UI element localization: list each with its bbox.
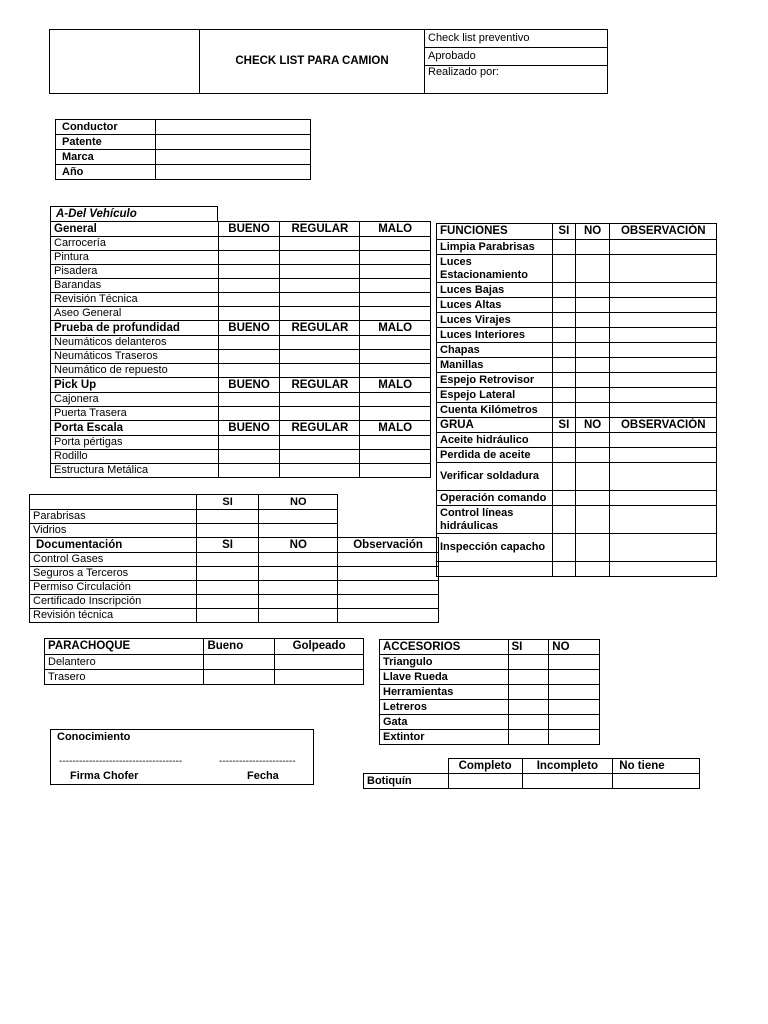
- check-cell[interactable]: [360, 436, 431, 450]
- check-cell[interactable]: [218, 407, 280, 421]
- check-cell[interactable]: [610, 433, 717, 448]
- check-cell[interactable]: [338, 553, 439, 567]
- check-cell[interactable]: [360, 350, 431, 364]
- grua-header: GRUA: [437, 418, 553, 433]
- check-cell[interactable]: [552, 373, 575, 388]
- check-cell[interactable]: [360, 237, 431, 251]
- item-estructura-metalica-label: Estructura Metálica: [51, 464, 219, 478]
- check-cell[interactable]: [259, 553, 338, 567]
- check-cell[interactable]: [508, 670, 549, 685]
- check-cell[interactable]: [575, 388, 610, 403]
- check-cell[interactable]: [575, 534, 610, 562]
- check-cell[interactable]: [610, 506, 717, 534]
- accesorios-table: [379, 639, 600, 745]
- check-cell[interactable]: [552, 343, 575, 358]
- conocimiento-title: Conocimiento: [57, 731, 131, 743]
- check-cell[interactable]: [360, 364, 431, 378]
- completo-header: Completo: [448, 759, 522, 774]
- func-control-lineas-hidraulicas-label: Control líneas hidráulicas: [437, 506, 553, 534]
- parabrisas-label: Parabrisas: [30, 510, 197, 524]
- signature-line[interactable]: -------------------------------------: [59, 756, 183, 767]
- acc-letreros-label: Letreros: [380, 700, 509, 715]
- check-cell[interactable]: [610, 373, 717, 388]
- check-cell[interactable]: [610, 463, 717, 491]
- check-cell[interactable]: [280, 407, 360, 421]
- check-cell[interactable]: [196, 609, 259, 623]
- check-cell[interactable]: [218, 364, 280, 378]
- check-cell[interactable]: [275, 655, 364, 670]
- grua-si-header: SI: [552, 418, 575, 433]
- col-regular-header: REGULAR: [280, 321, 360, 336]
- section-pick-up-header: Pick Up: [51, 378, 219, 393]
- check-cell[interactable]: [360, 407, 431, 421]
- func-luces-altas-label: Luces Altas: [437, 298, 553, 313]
- check-cell[interactable]: [613, 774, 700, 789]
- item-barandas-label: Barandas: [51, 279, 219, 293]
- check-cell[interactable]: [259, 609, 338, 623]
- acc-llave-rueda-label: Llave Rueda: [380, 670, 509, 685]
- del-vehiculo-table: [50, 221, 431, 478]
- check-cell[interactable]: [610, 358, 717, 373]
- check-cell[interactable]: [575, 373, 610, 388]
- func-luces-interiores-label: Luces Interiores: [437, 328, 553, 343]
- section-general-header: General: [51, 222, 219, 237]
- funciones-header: FUNCIONES: [437, 224, 553, 240]
- func-luces-bajas-label: Luces Bajas: [437, 283, 553, 298]
- col-bueno-header: BUENO: [218, 321, 280, 336]
- check-cell[interactable]: [610, 328, 717, 343]
- check-cell[interactable]: [196, 553, 259, 567]
- check-cell[interactable]: [196, 567, 259, 581]
- check-cell[interactable]: [204, 670, 275, 685]
- check-cell[interactable]: [360, 464, 431, 478]
- check-cell[interactable]: [575, 433, 610, 448]
- check-cell[interactable]: [508, 730, 549, 745]
- check-cell[interactable]: [218, 293, 280, 307]
- doc-seguros-a-terceros-label: Seguros a Terceros: [30, 567, 197, 581]
- check-cell[interactable]: [575, 403, 610, 418]
- check-cell[interactable]: [280, 293, 360, 307]
- parachoque-table: [44, 638, 364, 685]
- meta-aprobado: Aprobado: [425, 48, 608, 66]
- col-malo-header: MALO: [360, 421, 431, 436]
- no-header: NO: [259, 495, 338, 510]
- check-cell[interactable]: [360, 336, 431, 350]
- check-cell[interactable]: [204, 655, 275, 670]
- col-regular-header: REGULAR: [280, 222, 360, 237]
- check-cell[interactable]: [360, 251, 431, 265]
- check-cell[interactable]: [575, 313, 610, 328]
- check-cell[interactable]: [552, 298, 575, 313]
- item-puerta-trasera-label: Puerta Trasera: [51, 407, 219, 421]
- acc-si-header: SI: [508, 640, 549, 655]
- check-cell[interactable]: [552, 491, 575, 506]
- check-cell[interactable]: [218, 464, 280, 478]
- ano-field[interactable]: [156, 165, 311, 180]
- check-cell[interactable]: [610, 298, 717, 313]
- func-chapas-label: Chapas: [437, 343, 553, 358]
- func-si-header: SI: [552, 224, 575, 240]
- func-espejo-retrovisor-label: Espejo Retrovisor: [437, 373, 553, 388]
- check-cell[interactable]: [549, 655, 600, 670]
- check-cell[interactable]: [552, 283, 575, 298]
- check-cell[interactable]: [575, 283, 610, 298]
- check-cell[interactable]: [259, 567, 338, 581]
- del-vehiculo-title: A-Del Vehículo: [50, 206, 218, 221]
- check-cell[interactable]: [552, 358, 575, 373]
- check-cell[interactable]: [360, 307, 431, 321]
- doc-certificado-inscripcion-label: Certificado Inscripción: [30, 595, 197, 609]
- check-cell[interactable]: [575, 506, 610, 534]
- section-porta-escala-header: Porta Escala: [51, 421, 219, 436]
- check-cell[interactable]: [280, 279, 360, 293]
- check-cell[interactable]: [610, 388, 717, 403]
- check-cell[interactable]: [508, 715, 549, 730]
- date-line[interactable]: -----------------------: [219, 756, 296, 767]
- check-cell[interactable]: [275, 670, 364, 685]
- bueno-header: Bueno: [204, 639, 275, 655]
- func-perdida-de-aceite-label: Perdida de aceite: [437, 448, 553, 463]
- func-manillas-label: Manillas: [437, 358, 553, 373]
- check-cell[interactable]: [360, 279, 431, 293]
- col-bueno-header: BUENO: [218, 222, 280, 237]
- check-cell[interactable]: [549, 715, 600, 730]
- conocimiento-box: [50, 729, 314, 785]
- check-cell[interactable]: [552, 463, 575, 491]
- item-rodillo-label: Rodillo: [51, 450, 219, 464]
- patente-field[interactable]: [156, 135, 311, 150]
- check-cell[interactable]: [259, 510, 338, 524]
- item-neumaticos-delanteros-label: Neumáticos delanteros: [51, 336, 219, 350]
- item-porta-pertigas-label: Porta pértigas: [51, 436, 219, 450]
- ano-label: Año: [56, 165, 156, 180]
- check-cell[interactable]: [448, 774, 522, 789]
- no-tiene-header: No tiene: [613, 759, 700, 774]
- grua-no-header: NO: [575, 418, 610, 433]
- check-cell[interactable]: [508, 655, 549, 670]
- meta-realizado: Realizado por:: [425, 66, 608, 94]
- check-cell[interactable]: [552, 448, 575, 463]
- parachoque-header: PARACHOQUE: [45, 639, 204, 655]
- func-luces-virajes-label: Luces Virajes: [437, 313, 553, 328]
- check-cell[interactable]: [552, 433, 575, 448]
- acc-no-header: NO: [549, 640, 600, 655]
- check-cell[interactable]: [338, 581, 439, 595]
- delantero-label: Delantero: [45, 655, 204, 670]
- func-no-header: NO: [575, 224, 610, 240]
- conductor-field[interactable]: [156, 120, 311, 135]
- check-cell[interactable]: [575, 448, 610, 463]
- doc-revision-tecnica-label: Revisión técnica: [30, 609, 197, 623]
- check-cell[interactable]: [552, 255, 575, 283]
- item-neumaticos-traseros-label: Neumáticos Traseros: [51, 350, 219, 364]
- meta-checklist: Check list preventivo: [425, 30, 608, 48]
- check-cell[interactable]: [552, 506, 575, 534]
- doc-si-header: SI: [196, 538, 259, 553]
- check-cell[interactable]: [196, 524, 259, 538]
- check-cell[interactable]: [280, 464, 360, 478]
- header-table: [49, 29, 608, 94]
- conductor-label: Conductor: [56, 120, 156, 135]
- acc-gata-label: Gata: [380, 715, 509, 730]
- check-cell[interactable]: [610, 343, 717, 358]
- func-operacion-comando-label: Operación comando: [437, 491, 553, 506]
- check-cell[interactable]: [575, 240, 610, 255]
- check-cell[interactable]: [552, 534, 575, 562]
- check-cell[interactable]: [196, 510, 259, 524]
- check-cell[interactable]: [610, 448, 717, 463]
- si-header: SI: [196, 495, 259, 510]
- trasero-label: Trasero: [45, 670, 204, 685]
- acc-triangulo-label: Triangulo: [380, 655, 509, 670]
- check-cell[interactable]: [549, 730, 600, 745]
- check-cell[interactable]: [575, 343, 610, 358]
- doc-control-gases-label: Control Gases: [30, 553, 197, 567]
- item-carroceria-label: Carrocería: [51, 237, 219, 251]
- check-cell[interactable]: [610, 534, 717, 562]
- check-cell[interactable]: [259, 581, 338, 595]
- botiquin-label: Botiquín: [364, 774, 449, 789]
- check-cell[interactable]: [218, 251, 280, 265]
- firma-chofer-label: Firma Chofer: [70, 770, 139, 782]
- func-aceite-hidraulico-label: Aceite hidráulico: [437, 433, 553, 448]
- vehicle-info-table: [55, 119, 311, 180]
- check-cell[interactable]: [549, 685, 600, 700]
- check-cell[interactable]: [218, 393, 280, 407]
- patente-label: Patente: [56, 135, 156, 150]
- item-aseo-general-label: Aseo General: [51, 307, 219, 321]
- section-prueba-de-profundidad-header: Prueba de profundidad: [51, 321, 219, 336]
- check-cell[interactable]: [338, 609, 439, 623]
- check-cell[interactable]: [338, 567, 439, 581]
- check-cell[interactable]: [259, 595, 338, 609]
- col-bueno-header: BUENO: [218, 421, 280, 436]
- check-cell[interactable]: [360, 450, 431, 464]
- check-cell[interactable]: [575, 255, 610, 283]
- check-cell[interactable]: [610, 313, 717, 328]
- check-cell[interactable]: [360, 265, 431, 279]
- doc-no-header: NO: [259, 538, 338, 553]
- check-cell[interactable]: [280, 364, 360, 378]
- check-cell[interactable]: [610, 491, 717, 506]
- func-luces-estacionamiento-label: Luces Estacionamiento: [437, 255, 553, 283]
- func-verificar-soldadura-label: Verificar soldadura: [437, 463, 553, 491]
- item-pintura-label: Pintura: [51, 251, 219, 265]
- func-cuenta-kilometros-label: Cuenta Kilómetros: [437, 403, 553, 418]
- accesorios-header: ACCESORIOS: [380, 640, 509, 655]
- item-pisadera-label: Pisadera: [51, 265, 219, 279]
- item-cajonera-label: Cajonera: [51, 393, 219, 407]
- logo-cell: [50, 30, 200, 94]
- col-regular-header: REGULAR: [280, 421, 360, 436]
- func-espejo-lateral-label: Espejo Lateral: [437, 388, 553, 403]
- check-cell[interactable]: [575, 358, 610, 373]
- check-cell[interactable]: [196, 581, 259, 595]
- check-cell[interactable]: [575, 463, 610, 491]
- acc-herramientas-label: Herramientas: [380, 685, 509, 700]
- col-malo-header: MALO: [360, 321, 431, 336]
- check-cell[interactable]: [552, 240, 575, 255]
- golpeado-header: Golpeado: [275, 639, 364, 655]
- col-bueno-header: BUENO: [218, 378, 280, 393]
- check-cell[interactable]: [280, 436, 360, 450]
- check-cell[interactable]: [259, 524, 338, 538]
- marca-field[interactable]: [156, 150, 311, 165]
- check-cell[interactable]: [280, 307, 360, 321]
- check-cell[interactable]: [280, 265, 360, 279]
- botiquin-table: [363, 758, 700, 789]
- func-limpia-parabrisas-label: Limpia Parabrisas: [437, 240, 553, 255]
- doc-permiso-circulacion-label: Permiso Circulación: [30, 581, 197, 595]
- check-cell[interactable]: [575, 491, 610, 506]
- documentacion-header: Documentación: [30, 538, 197, 553]
- funciones-table: [436, 223, 717, 577]
- check-cell[interactable]: [280, 237, 360, 251]
- check-cell[interactable]: [508, 700, 549, 715]
- incompleto-header: Incompleto: [522, 759, 613, 774]
- grua-obs-header: OBSERVACIÓN: [610, 418, 717, 433]
- check-cell[interactable]: [549, 670, 600, 685]
- check-cell[interactable]: [218, 336, 280, 350]
- check-cell[interactable]: [218, 350, 280, 364]
- check-cell[interactable]: [196, 595, 259, 609]
- fecha-label: Fecha: [247, 770, 279, 782]
- func-inspeccion-capacho-label: Inspección capacho: [437, 534, 553, 562]
- check-cell[interactable]: [280, 251, 360, 265]
- func-obs-header: OBSERVACIÓN: [610, 224, 717, 240]
- check-cell[interactable]: [575, 298, 610, 313]
- doc-obs-header: Observación: [338, 538, 439, 553]
- check-cell[interactable]: [360, 393, 431, 407]
- check-cell[interactable]: [280, 393, 360, 407]
- item-neumatico-de-repuesto-label: Neumático de repuesto: [51, 364, 219, 378]
- check-cell[interactable]: [552, 388, 575, 403]
- check-cell[interactable]: [218, 436, 280, 450]
- check-cell[interactable]: [549, 700, 600, 715]
- check-cell[interactable]: [218, 265, 280, 279]
- check-cell[interactable]: [552, 313, 575, 328]
- col-malo-header: MALO: [360, 222, 431, 237]
- col-malo-header: MALO: [360, 378, 431, 393]
- acc-extintor-label: Extintor: [380, 730, 509, 745]
- check-cell[interactable]: [360, 293, 431, 307]
- check-cell[interactable]: [280, 450, 360, 464]
- check-cell[interactable]: [610, 403, 717, 418]
- check-cell[interactable]: [338, 595, 439, 609]
- check-cell[interactable]: [218, 279, 280, 293]
- check-cell[interactable]: [552, 328, 575, 343]
- check-cell[interactable]: [522, 774, 613, 789]
- check-cell[interactable]: [218, 307, 280, 321]
- docs-table: [29, 494, 439, 623]
- doc-title: CHECK LIST PARA CAMION: [200, 30, 425, 94]
- check-cell[interactable]: [552, 403, 575, 418]
- check-cell[interactable]: [610, 240, 717, 255]
- vidrios-label: Vidrios: [30, 524, 197, 538]
- col-regular-header: REGULAR: [280, 378, 360, 393]
- item-revision-tecnica-label: Revisión Técnica: [51, 293, 219, 307]
- check-cell[interactable]: [218, 450, 280, 464]
- check-cell[interactable]: [280, 350, 360, 364]
- check-cell[interactable]: [610, 255, 717, 283]
- check-cell[interactable]: [610, 283, 717, 298]
- check-cell[interactable]: [280, 336, 360, 350]
- check-cell[interactable]: [508, 685, 549, 700]
- check-cell[interactable]: [575, 328, 610, 343]
- marca-label: Marca: [56, 150, 156, 165]
- check-cell[interactable]: [218, 237, 280, 251]
